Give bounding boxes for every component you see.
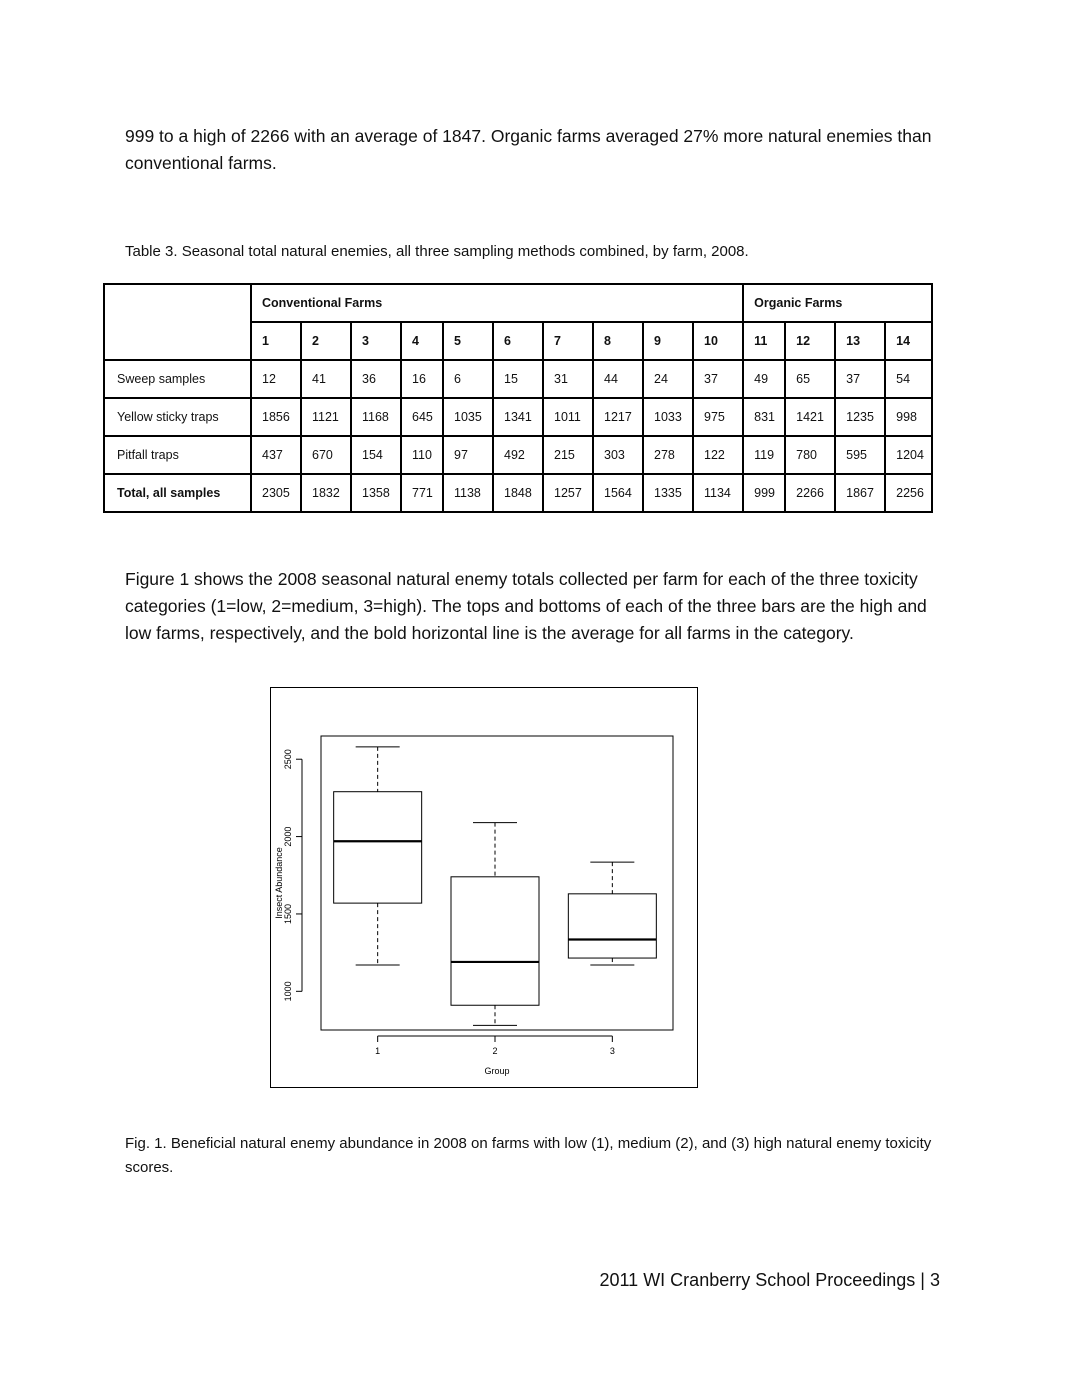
x-axis-label: Group	[484, 1066, 510, 1076]
table-row	[104, 398, 932, 436]
table-row	[104, 360, 932, 398]
farm-number-cell: 6	[493, 322, 543, 360]
farm-number-cell: 5	[443, 322, 493, 360]
table-cell: 645	[401, 398, 443, 436]
iqr-box	[568, 894, 656, 958]
table-cell: 1335	[643, 474, 693, 512]
boxplot-chart	[271, 688, 697, 1087]
table-cell: 6	[443, 360, 493, 398]
table-cell: 2305	[251, 474, 301, 512]
table-row	[104, 436, 932, 474]
table-cell: 1832	[301, 474, 351, 512]
farm-number-cell: 11	[743, 322, 785, 360]
farm-number-cell: 3	[351, 322, 401, 360]
table-cell: 36	[351, 360, 401, 398]
table-cell: 975	[693, 398, 743, 436]
row-label: Pitfall traps	[104, 436, 251, 474]
row-label: Yellow sticky traps	[104, 398, 251, 436]
table-group-row	[104, 284, 932, 322]
page-footer: 2011 WI Cranberry School Proceedings | 3	[599, 1270, 940, 1290]
table-cell: 37	[835, 360, 885, 398]
table-cell: 1257	[543, 474, 593, 512]
table-cell: 999	[743, 474, 785, 512]
table-cell: 65	[785, 360, 835, 398]
iqr-box	[334, 792, 422, 903]
table-cell: 1867	[835, 474, 885, 512]
row-label: Sweep samples	[104, 360, 251, 398]
x-tick-label: 3	[609, 1046, 615, 1056]
table-cell: 12	[251, 360, 301, 398]
table-cell: 1341	[493, 398, 543, 436]
farm-number-cell: 12	[785, 322, 835, 360]
table-cell: 1217	[593, 398, 643, 436]
table-row	[104, 474, 932, 512]
x-tick-label: 1	[375, 1046, 381, 1056]
table-cell: 44	[593, 360, 643, 398]
table-cell: 1235	[835, 398, 885, 436]
farm-number-cell: 4	[401, 322, 443, 360]
y-tick-label: 1500	[283, 903, 293, 924]
table-cell: 437	[251, 436, 301, 474]
table-cell: 49	[743, 360, 785, 398]
farm-number-cell: 14	[885, 322, 932, 360]
table-cell: 303	[593, 436, 643, 474]
box-group-1	[334, 747, 422, 965]
row-label: Total, all samples	[104, 474, 251, 512]
y-axis-label: Insect Abundance	[274, 847, 284, 919]
table-cell: 1564	[593, 474, 643, 512]
table-cell: 780	[785, 436, 835, 474]
farm-number-cell: 9	[643, 322, 693, 360]
table-cell: 1035	[443, 398, 493, 436]
conventional-farms-header: Conventional Farms	[251, 284, 743, 322]
table-cell: 54	[885, 360, 932, 398]
farm-number-cell: 10	[693, 322, 743, 360]
table-cell: 1204	[885, 436, 932, 474]
table-cell: 215	[543, 436, 593, 474]
box-group-3	[568, 862, 656, 965]
farm-number-cell: 7	[543, 322, 593, 360]
farm-number-cell: 1	[251, 322, 301, 360]
table-cell: 1121	[301, 398, 351, 436]
table-cell: 1168	[351, 398, 401, 436]
table-cell: 492	[493, 436, 543, 474]
table-corner-cell	[104, 284, 251, 360]
farm-number-cell: 8	[593, 322, 643, 360]
figure-1-frame	[270, 687, 698, 1088]
boxes	[334, 747, 657, 1026]
table-cell: 1421	[785, 398, 835, 436]
table-cell: 37	[693, 360, 743, 398]
table-cell: 122	[693, 436, 743, 474]
table-cell: 1848	[493, 474, 543, 512]
box-group-2	[451, 823, 539, 1026]
table-cell: 15	[493, 360, 543, 398]
table-cell: 97	[443, 436, 493, 474]
plot-area	[321, 736, 673, 1030]
natural-enemies-table	[103, 283, 933, 513]
figure-intro-paragraph: Figure 1 shows the 2008 seasonal natural enemy totals collected per farm for each of the three toxicity categories (1=low, 2=medium, 3=high). The tops and bottoms of each of the three bars are the high and low farms, respectively, and the bold horizontal line is the average for all farms in the category.	[125, 569, 927, 643]
table-cell: 31	[543, 360, 593, 398]
table-cell: 1134	[693, 474, 743, 512]
y-tick-label: 1000	[283, 981, 293, 1002]
table-caption: Table 3. Seasonal total natural enemies, all three sampling methods combined, by farm, 2008.	[125, 243, 749, 260]
y-tick-label: 2500	[283, 749, 293, 770]
table-cell: 2256	[885, 474, 932, 512]
intro-paragraph: 999 to a high of 2266 with an average of 1847. Organic farms averaged 27% more natural enemies than conventional farms.	[125, 126, 932, 173]
x-tick-label: 2	[492, 1046, 498, 1056]
organic-farms-header: Organic Farms	[743, 284, 932, 322]
table-cell: 595	[835, 436, 885, 474]
table-cell: 771	[401, 474, 443, 512]
table-cell: 2266	[785, 474, 835, 512]
figure-caption: Fig. 1. Beneficial natural enemy abundance in 2008 on farms with low (1), medium (2), and (3) high natural enemy toxicity scores.	[125, 1135, 932, 1176]
table-cell: 831	[743, 398, 785, 436]
iqr-box	[451, 877, 539, 1005]
farm-number-cell: 2	[301, 322, 351, 360]
y-axis	[283, 749, 302, 1001]
table-cell: 1138	[443, 474, 493, 512]
table-cell: 998	[885, 398, 932, 436]
table-cell: 154	[351, 436, 401, 474]
table-cell: 110	[401, 436, 443, 474]
table-cell: 24	[643, 360, 693, 398]
farm-number-cell: 13	[835, 322, 885, 360]
table-cell: 1011	[543, 398, 593, 436]
table-cell: 278	[643, 436, 693, 474]
table-cell: 16	[401, 360, 443, 398]
table-cell: 1033	[643, 398, 693, 436]
x-axis	[375, 1036, 615, 1056]
table-cell: 1358	[351, 474, 401, 512]
table-cell: 119	[743, 436, 785, 474]
table-cell: 1856	[251, 398, 301, 436]
table-cell: 670	[301, 436, 351, 474]
y-tick-label: 2000	[283, 826, 293, 847]
table-cell: 41	[301, 360, 351, 398]
